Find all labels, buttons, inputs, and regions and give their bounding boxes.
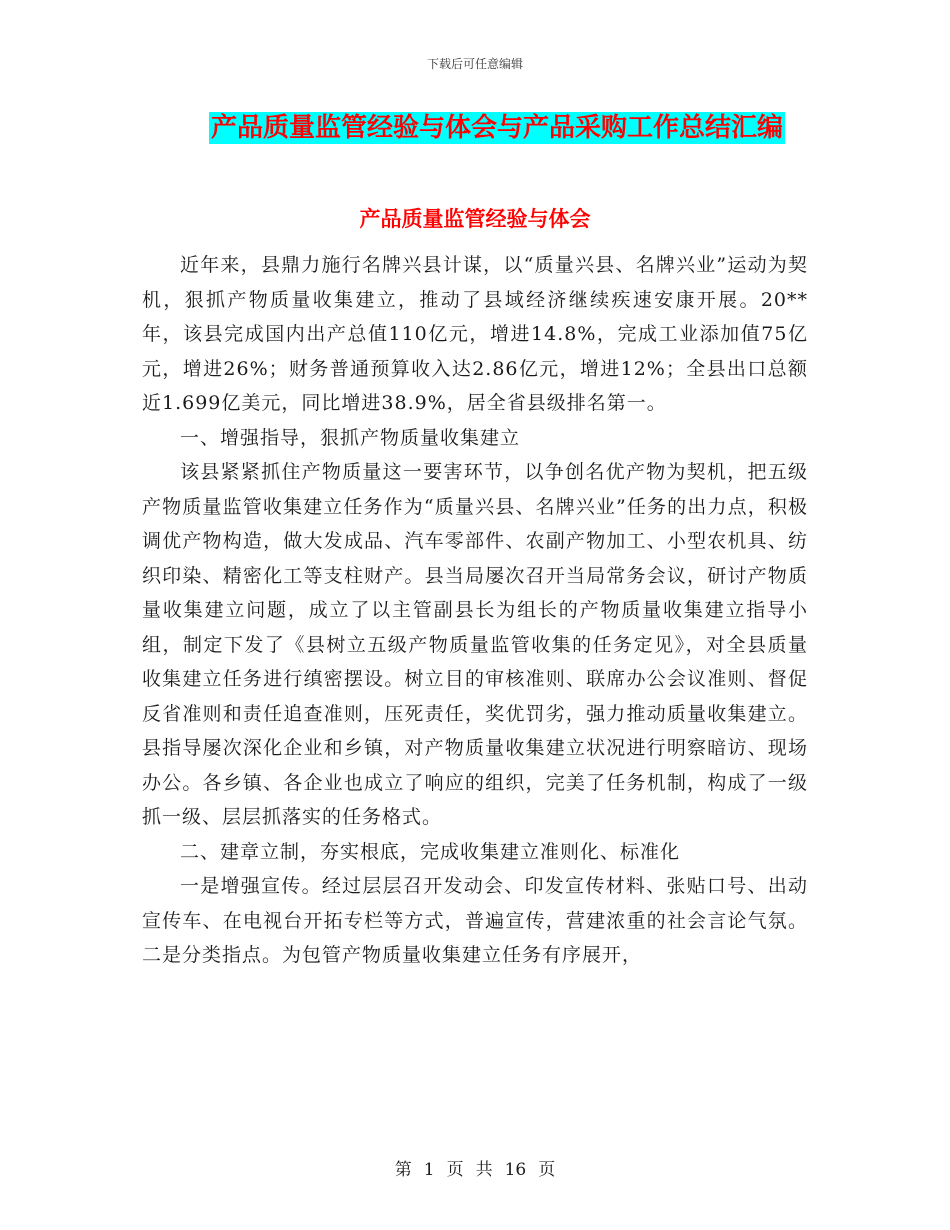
page-label-mid: 页 [446,1160,464,1180]
paragraph-section-1: 该县紧紧抓住产物质量这一要害环节，以争创名优产物为契机，把五级产物质量监管收集建立任务作为“质量兴县、名牌兴业”任务的出力点，积极调优产物构造，做大发成品、汽车零部件、农副产物加工、小型农机具、纺织印染、精密化工等支柱财产。县当局屡次召开当局常务会议，研讨产物质量收集建立问题，成立了以主管副县长为组长的产物质量收集建立指导小组，制定下发了《县树立五级产物质量监管收集的任务定见》，对全县质量收集建立任务进行缜密摆设。树立目的审核准则、联席办公会议准则、督促反省准则和责任追查准则，压死责任，奖优罚劣，强力推动质量收集建立。县指导屡次深化企业和乡镇，对产物质量收集建立状况进行明察暗访、现场办公。各乡镇、各企业也成立了响应的组织，完美了任务机制，构成了一级抓一级、层层抓落实的任务格式。 [142,461,808,828]
heading-section-1: 一、增强指导，狠抓产物质量收集建立 [180,426,521,449]
main-title: 产品质量监管经验与体会与产品采购工作总结汇编 [210,113,783,143]
page-label-suffix: 页 [538,1160,556,1180]
page-label-prefix: 第 [394,1160,412,1180]
heading-section-2: 二、建章立制，夯实根底，完成收集建立准则化、标准化 [180,840,681,863]
page-current: 1 [423,1160,435,1180]
header-note: 下载后可任意编辑 [426,57,523,71]
section-title: 产品质量监管经验与体会 [359,207,591,231]
paragraph-section-2: 一是增强宣传。经过层层召开发动会、印发宣传材料、张贴口号、出动宣传车、在电视台开拓专栏等方式，普遍宣传，营建浓重的社会言论气氛。二是分类指点。为包管产物质量收集建立任务有序展开， [142,875,808,966]
paragraph-intro: 近年来，县鼎力施行名牌兴县计谋，以“质量兴县、名牌兴业”运动为契机，狠抓产物质量收集建立，推动了县域经济继续疾速安康开展。20**年，该县完成国内出产总值110亿元，增进14.8%，完成工业添加值75亿元，增进26%；财务普通预算收入达2.86亿元，增进12%；全县出口总额近1.699亿美元，同比增进38.9%，居全省县级排名第一。 [142,254,808,414]
page-label-total-prefix: 共 [475,1160,493,1180]
main-title-container [0,112,950,144]
page-footer [0,1155,950,1180]
document-body [142,248,808,973]
page-total: 16 [504,1160,527,1180]
